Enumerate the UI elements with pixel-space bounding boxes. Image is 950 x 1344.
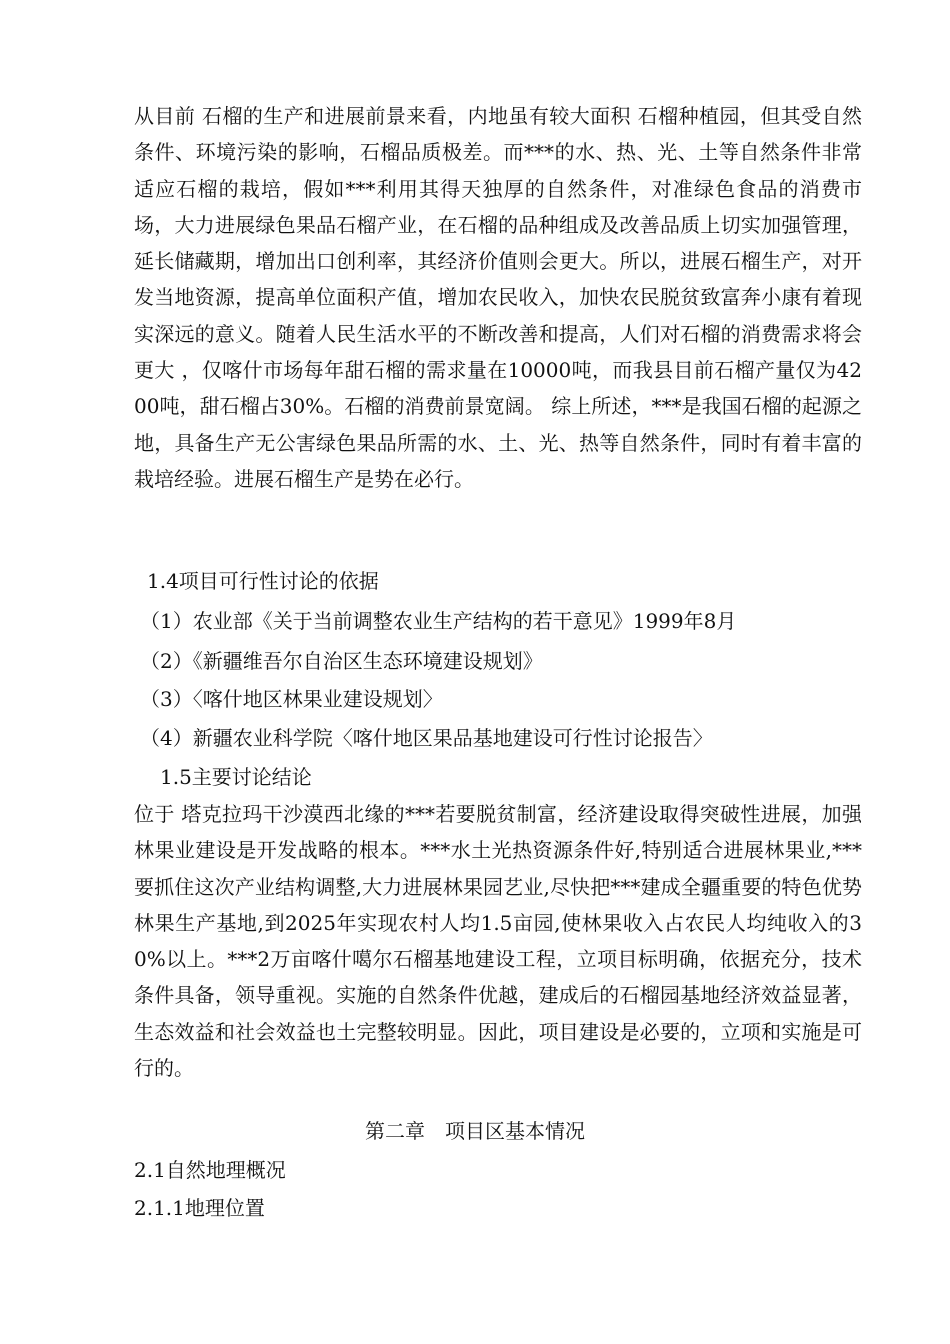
reference-item-1: （1）农业部《关于当前调整农业生产结构的若干意见》1999年8月 [140, 609, 737, 633]
reference-item-3: （3）〈喀什地区林果业建设规划〉 [140, 687, 443, 711]
reference-item-4: （4）新疆农业科学院〈喀什地区果品基地建设可行性讨论报告〉 [140, 726, 713, 750]
paragraph-research-conclusion: 位于 塔克拉玛干沙漠西北缘的***若要脱贫制富，经济建设取得突破性进展，加强林果业建设是开发战略的根本。***水土光热资源条件好,特别适合进展林果业,***要抓住这次产业结构调整,大力进展林果园艺业,尽快把***建成全疆重要的特色优势林果生产基地,到2025年实现农村人均1.5亩园,使林果收入占农民人均纯收入的30%以上。***2万亩喀什噶尔石榴基地建设工程，立项目标明确，依据充分，技术条件具备，领导重视。实施的自然条件优越，建成后的石榴园基地经济效益显著，生态效益和社会效益也土完整较明显。因此，项目建设是必要的，立项和实施是可行的。 [134, 802, 862, 1081]
heading-1-5: 1.5主要讨论结论 [160, 765, 312, 789]
heading-2-1: 2.1自然地理概况 [134, 1158, 286, 1182]
heading-1-4: 1.4项目可行性讨论的依据 [147, 569, 379, 593]
chapter-2-title: 第二章 项目区基本情况 [365, 1119, 585, 1143]
reference-item-2: （2）《新疆维吾尔自治区生态环境建设规划》 [140, 649, 543, 673]
heading-2-1-1: 2.1.1地理位置 [134, 1196, 265, 1220]
paragraph-pomegranate-prospects: 从目前 石榴的生产和进展前景来看，内地虽有较大面积 石榴种植园，但其受自然条件、环境污染的影响，石榴品质极差。而***的水、热、光、土等自然条件非常适应石榴的栽培，假如***利用其得天独厚的自然条件，对准绿色食品的消费市场，大力进展绿色果品石榴产业，在石榴的品种组成及改善品质上切实加强管理，延长储藏期，增加出口创利率，其经济价值则会更大。所以，进展石榴生产，对开发当地资源，提高单位面积产值，增加农民收入，加快农民脱贫致富奔小康有着现实深远的意义。随着人民生活水平的不断改善和提高，人们对石榴的消费需求将会更大 ，仅喀什市场每年甜石榴的需求量在10000吨，而我县目前石榴产量仅为4200吨，甜石榴占30%。石榴的消费前景宽阔。 综上所述，***是我国石榴的起源之地，具备生产无公害绿色果品所需的水、土、光、热等自然条件，同时有着丰富的栽培经验。进展石榴生产是势在必行。 [134, 104, 862, 491]
